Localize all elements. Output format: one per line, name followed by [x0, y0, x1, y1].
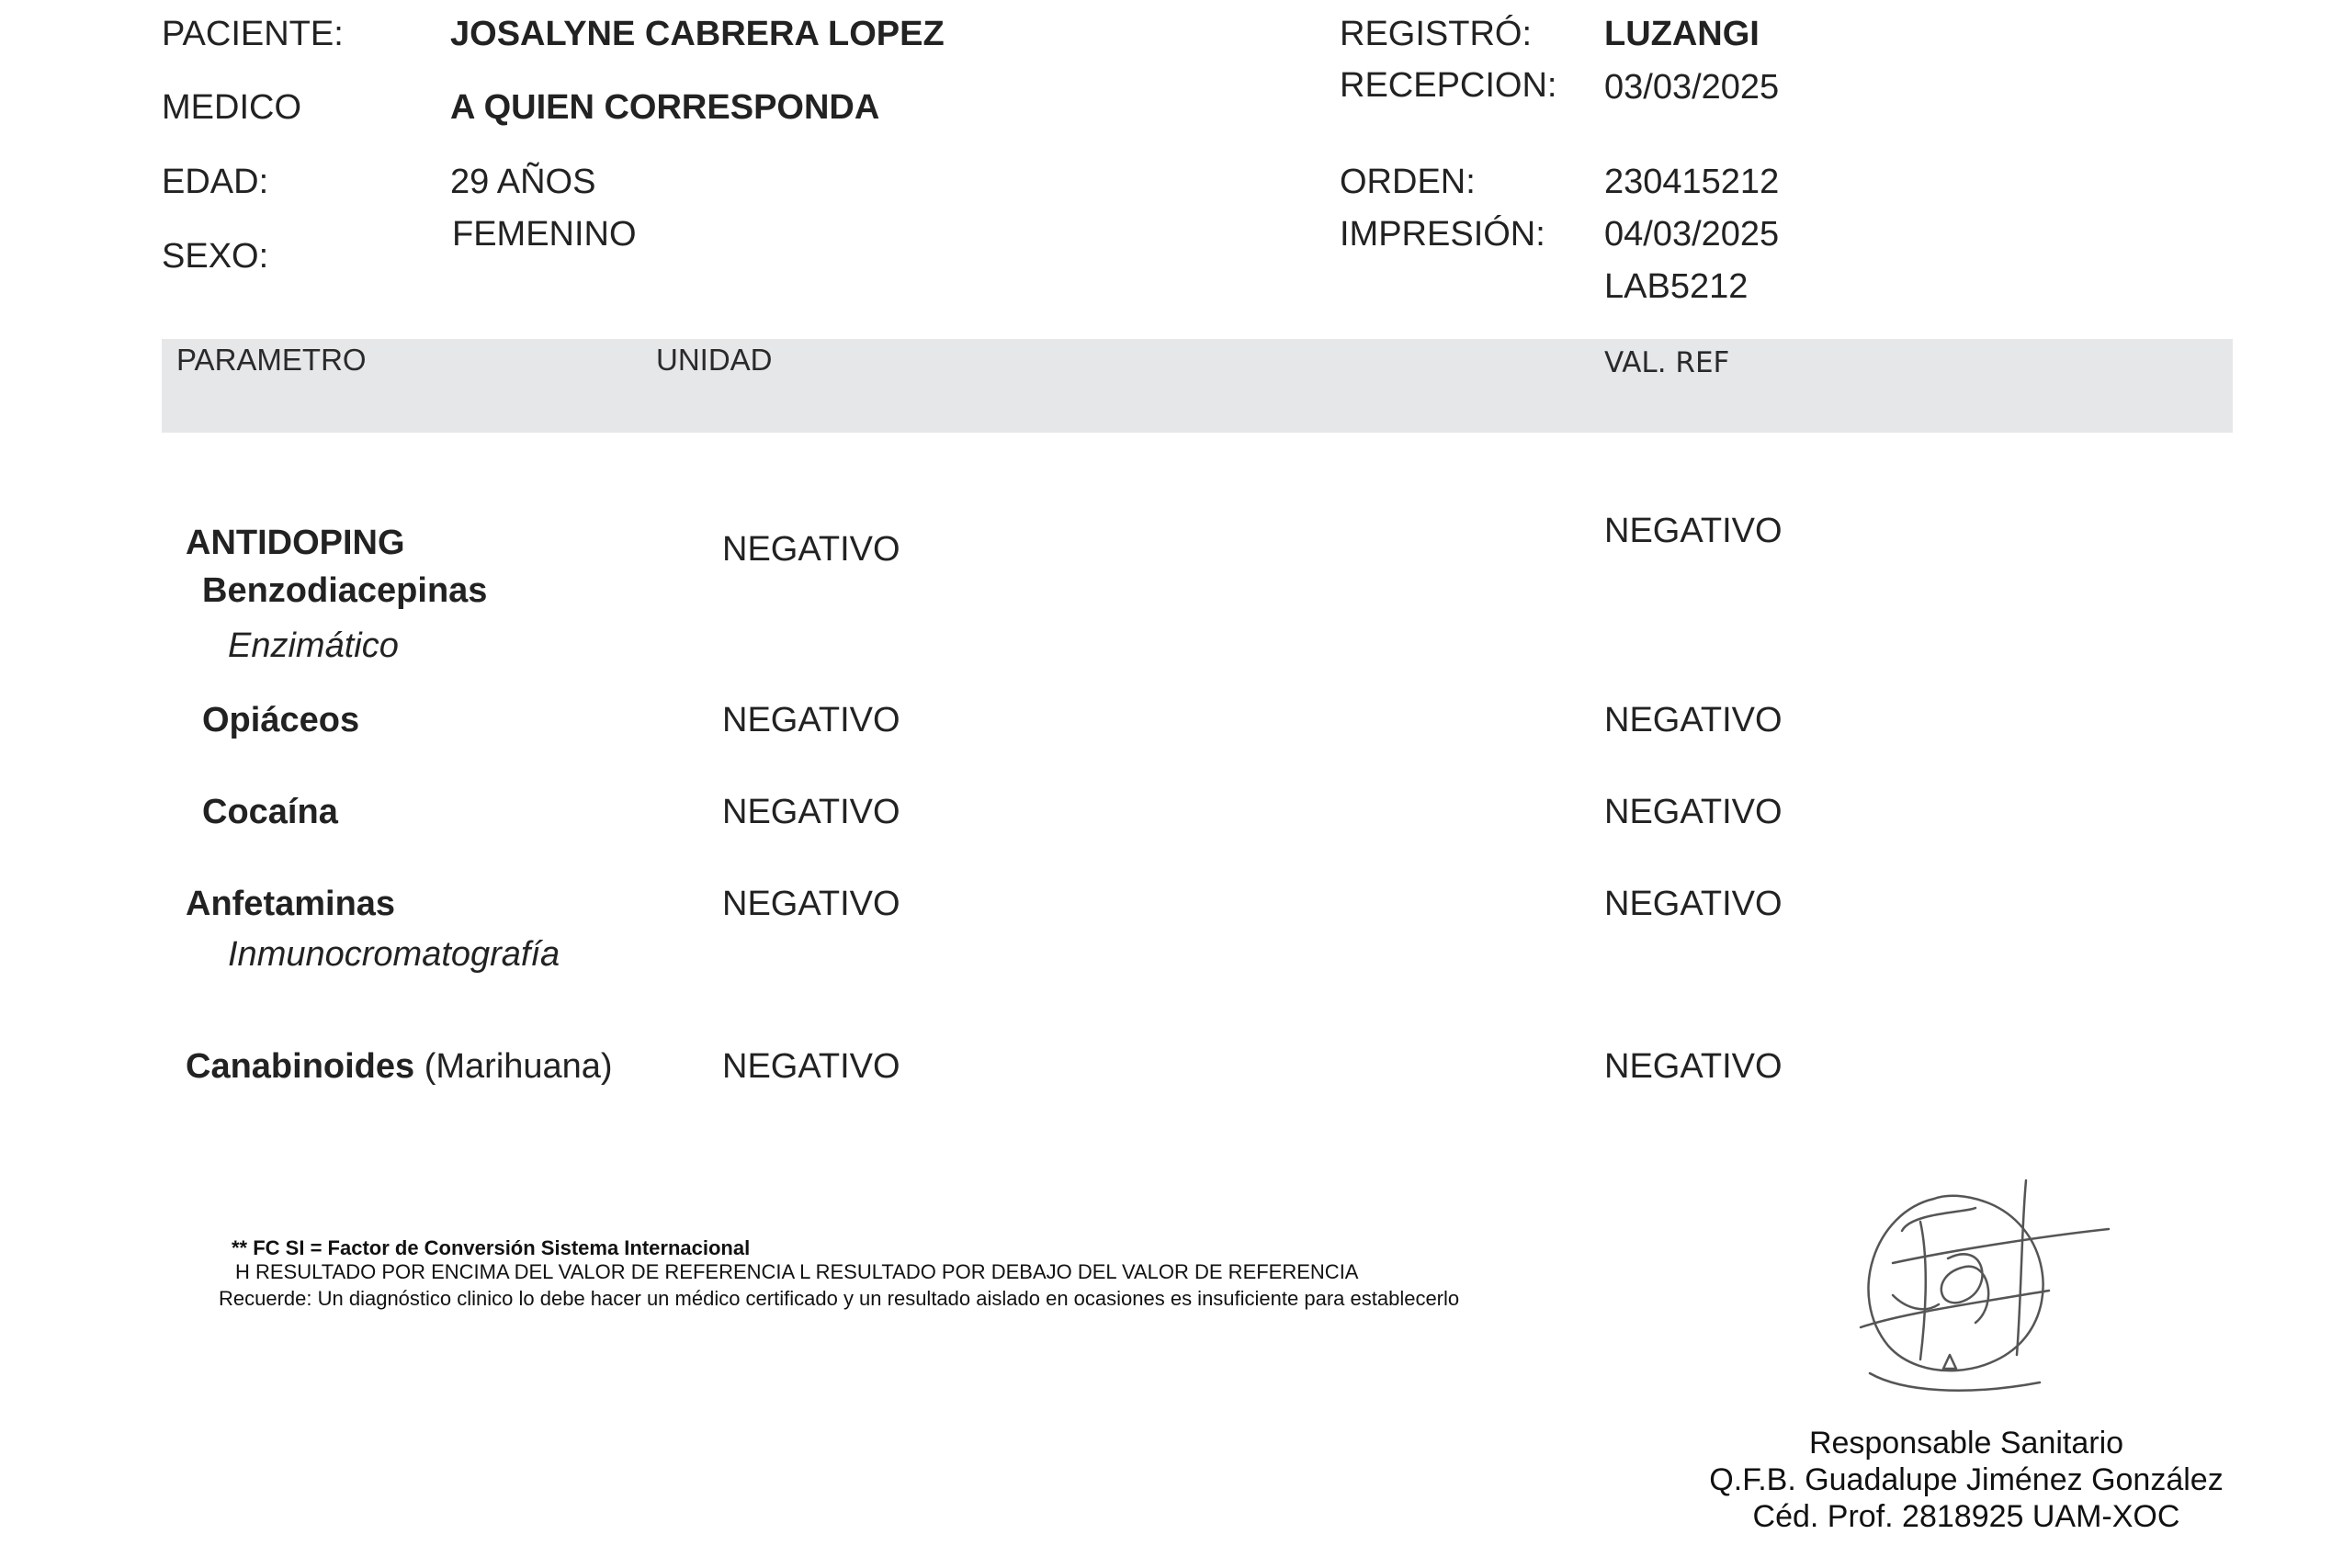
- test-method-inmunocromatografia: Inmunocromatografía: [228, 935, 560, 974]
- edad-label: EDAD:: [162, 163, 269, 201]
- medico-label: MEDICO: [162, 88, 301, 127]
- col-val-ref: VAL. REF: [1604, 346, 1730, 379]
- test-name-cocaina: Cocaína: [202, 793, 338, 831]
- section-title: ANTIDOPING: [186, 524, 405, 562]
- test-name-canabinoides-row: [186, 1047, 613, 1087]
- table-header: [162, 339, 2233, 433]
- test-note-marihuana: (Marihuana): [424, 1047, 613, 1086]
- recepcion-value: 03/03/2025: [1604, 68, 1780, 107]
- signature-image: [1838, 1176, 2132, 1405]
- paciente-label: PACIENTE:: [162, 15, 344, 53]
- impresion-value: 04/03/2025: [1604, 215, 1780, 254]
- edad-value: 29 AÑOS: [450, 163, 596, 201]
- ref-cocaina: NEGATIVO: [1604, 793, 1783, 831]
- signature-cedula: Céd. Prof. 2818925 UAM-XOC: [1752, 1499, 2180, 1534]
- registro-label: REGISTRÓ:: [1340, 15, 1533, 53]
- test-name-canabinoides: Canabinoides: [186, 1047, 415, 1086]
- paciente-value: JOSALYNE CABRERA LOPEZ: [450, 15, 945, 53]
- result-anfetaminas: NEGATIVO: [722, 885, 900, 923]
- signature-role: Responsable Sanitario: [1808, 1426, 2124, 1461]
- footer-note-disclaimer: Recuerde: Un diagnóstico clinico lo debe hacer un médico certificado y un resultado aislado en ocasiones es insuficiente para establecerlo: [219, 1287, 1460, 1310]
- col-parametro: PARAMETRO: [176, 343, 367, 377]
- ref-anfetaminas: NEGATIVO: [1604, 885, 1783, 923]
- test-name-opiaceos: Opiáceos: [202, 701, 360, 739]
- registro-value: LUZANGI: [1604, 15, 1760, 53]
- result-opiaceos: NEGATIVO: [722, 701, 900, 739]
- test-name-benzodiacepinas: Benzodiacepinas: [202, 571, 488, 610]
- ref-opiaceos: NEGATIVO: [1604, 701, 1783, 739]
- lab-code: LAB5212: [1604, 267, 1749, 306]
- ref-canabinoides: NEGATIVO: [1604, 1047, 1783, 1086]
- impresion-label: IMPRESIÓN:: [1340, 215, 1545, 254]
- test-name-anfetaminas: Anfetaminas: [186, 885, 396, 923]
- footer-note-fc: ** FC SI = Factor de Conversión Sistema Internacional: [232, 1236, 751, 1259]
- result-benzodiacepinas: NEGATIVO: [722, 530, 900, 569]
- ref-benzodiacepinas: NEGATIVO: [1604, 512, 1783, 550]
- result-cocaina: NEGATIVO: [722, 793, 900, 831]
- result-canabinoides: NEGATIVO: [722, 1047, 900, 1086]
- orden-value: 230415212: [1604, 163, 1780, 201]
- test-method-enzimatico: Enzimático: [228, 626, 399, 665]
- sexo-value: FEMENINO: [452, 215, 637, 254]
- recepcion-label: RECEPCION:: [1340, 66, 1557, 105]
- medico-value: A QUIEN CORRESPONDA: [450, 88, 880, 127]
- sexo-label: SEXO:: [162, 237, 269, 276]
- footer-note-hl: H RESULTADO POR ENCIMA DEL VALOR DE REFERENCIA L RESULTADO POR DEBAJO DEL VALOR DE REFERENCIA: [235, 1260, 1359, 1283]
- orden-label: ORDEN:: [1340, 163, 1476, 201]
- col-unidad: UNIDAD: [656, 343, 773, 377]
- signature-name: Q.F.B. Guadalupe Jiménez González: [1709, 1462, 2224, 1497]
